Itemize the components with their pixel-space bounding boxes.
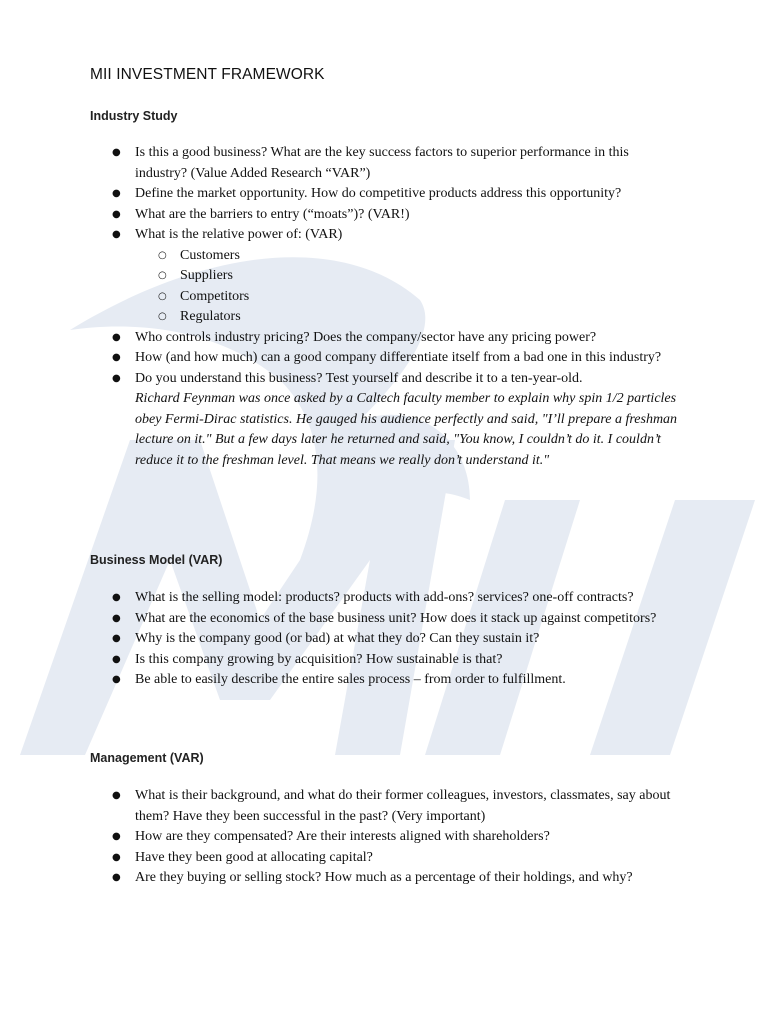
- list-item: [0, 629, 680, 650]
- list-item: [0, 143, 680, 184]
- list-item-text: What is their background, and what do their former colleagues, investors, classmates, say about them? Have they been successful in the past? (Very important): [135, 788, 671, 824]
- list-item: [0, 786, 680, 827]
- list-item: [0, 184, 680, 205]
- sub-list-item: ○ Suppliers: [135, 266, 680, 287]
- list-item-text: Who controls industry pricing? Does the company/sector have any pricing power?: [135, 329, 597, 345]
- section-heading-business-model: Business Model (VAR): [90, 553, 223, 567]
- sub-list-item: ○ Regulators: [135, 307, 680, 328]
- sub-list-item: ○ Customers: [135, 246, 680, 267]
- list-item-text: Be able to easily describe the entire sales process – from order to fulfillment.: [135, 672, 566, 687]
- list-item-text: What is the relative power of: (VAR): [135, 227, 343, 242]
- list-item-text: What is the selling model: products? products with add-ons? services? one-off contracts?: [135, 590, 634, 605]
- list-item: [0, 609, 680, 630]
- management-list: [0, 786, 768, 889]
- list-item-text: What are the economics of the base business unit? How does it stack up against competitors?: [135, 610, 657, 626]
- list-item: [0, 205, 680, 226]
- list-item-text: Is this company growing by acquisition? How sustainable is that?: [135, 651, 503, 667]
- list-item-text: Why is the company good (or bad) at what they do? Can they sustain it?: [135, 631, 540, 646]
- list-item-text: Are they buying or selling stock? How much as a percentage of their holdings, and why?: [135, 870, 633, 885]
- list-item: [0, 650, 680, 671]
- list-item: [0, 848, 680, 869]
- list-item-text: Have they been good at allocating capital?: [135, 849, 373, 865]
- list-item: [0, 348, 680, 369]
- sub-list-item: ○ Competitors: [135, 287, 680, 308]
- list-item: [0, 369, 680, 472]
- relative-power-sublist: [135, 246, 680, 328]
- list-item: [0, 588, 680, 609]
- section-heading-management: Management (VAR): [90, 751, 204, 765]
- list-item-text: Is this a good business? What are the key success factors to superior performance in this industry? (Value Added Research “VAR”): [135, 145, 629, 181]
- business-model-list: [0, 588, 768, 691]
- list-item-text: Define the market opportunity. How do competitive products address this opportunity?: [135, 186, 622, 201]
- list-item: [0, 868, 680, 889]
- document-title: MII INVESTMENT FRAMEWORK: [90, 66, 325, 83]
- list-item: [0, 670, 680, 691]
- industry-study-list: [0, 143, 768, 471]
- list-item: [0, 328, 680, 349]
- list-item-text: What are the barriers to entry (“moats”)? (VAR!): [135, 206, 410, 222]
- list-item: [0, 827, 680, 848]
- list-item-text: Do you understand this business? Test yourself and describe it to a ten-year-old.: [135, 370, 583, 386]
- list-item-text: How are they compensated? Are their interests aligned with shareholders?: [135, 829, 550, 844]
- feynman-quote: Richard Feynman was once asked by a Caltech faculty member to explain why spin 1/2 particles obey Fermi-Dirac statistics. He gauged his audience perfectly and said, "I’ll prepare a freshman lecture on it." But a few days later he returned and said, "You know, I couldn’t do it. I couldn’t reduce it to the freshman level. That means we really don’t understand it.": [135, 391, 678, 468]
- section-heading-industry-study: Industry Study: [90, 109, 178, 123]
- list-item: [0, 225, 680, 328]
- list-item-text: How (and how much) can a good company differentiate itself from a bad one in this industry?: [135, 350, 662, 365]
